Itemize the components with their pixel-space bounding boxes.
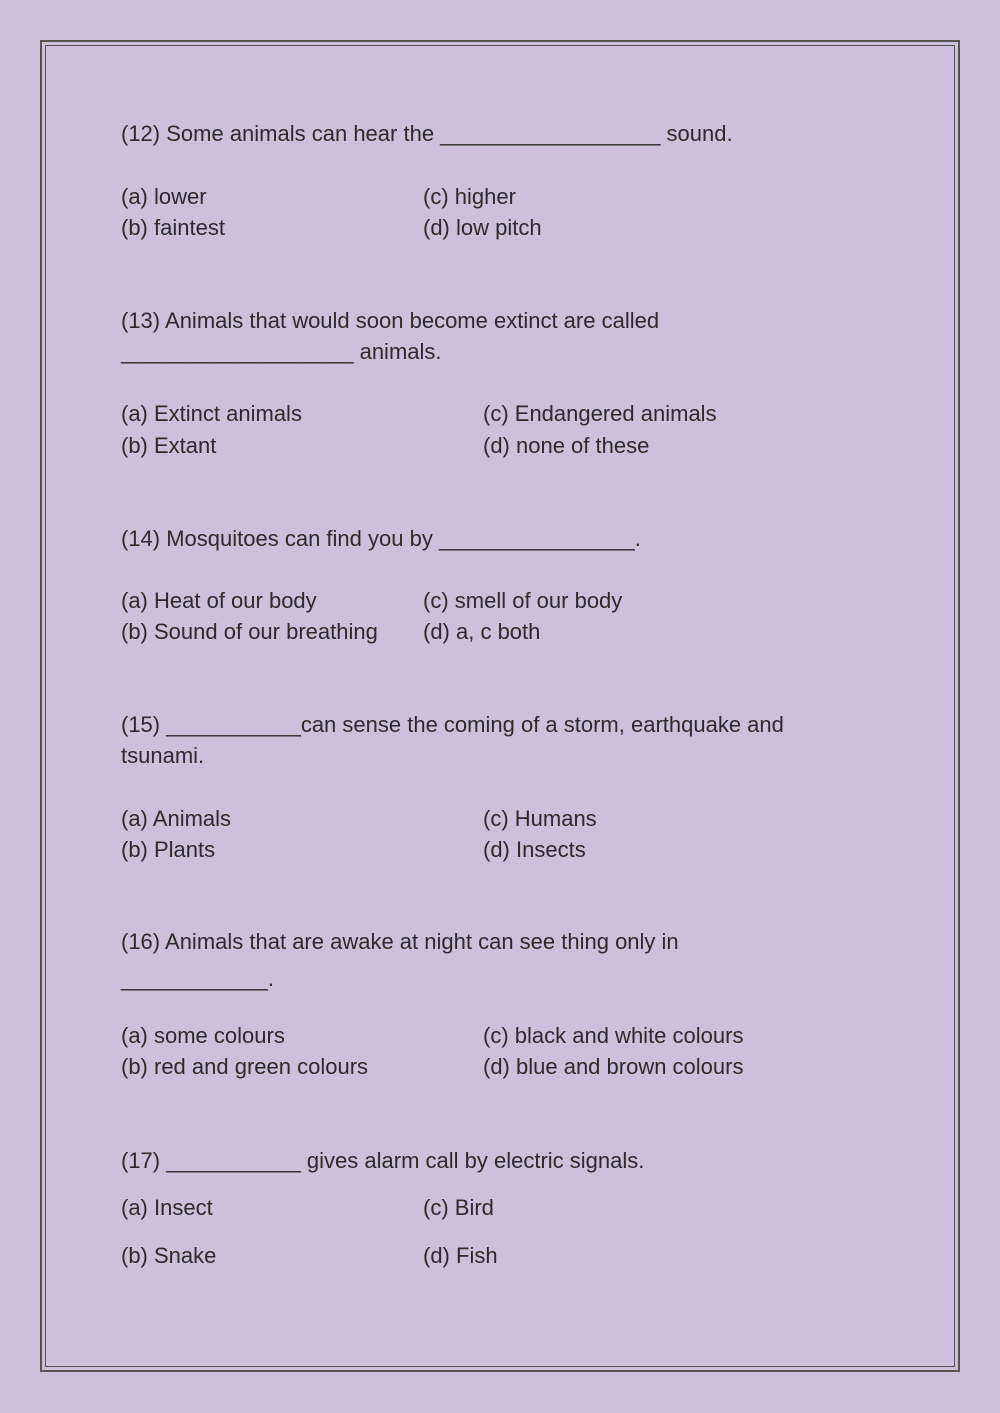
q15-option-c[interactable]: (c) Humans	[483, 806, 597, 831]
q12-option-a[interactable]: (a) lower	[121, 184, 207, 209]
question-16-text-line1: (16) Animals that are awake at night can see thing only in	[121, 929, 679, 954]
q14-option-c[interactable]: (c) smell of our body	[423, 588, 623, 613]
question-17-text: (17) ___________ gives alarm call by electric signals.	[121, 1148, 645, 1173]
q17-option-c[interactable]: (c) Bird	[423, 1195, 494, 1220]
q17-option-a[interactable]: (a) Insect	[121, 1195, 213, 1220]
q17-option-d[interactable]: (d) Fish	[423, 1243, 498, 1268]
q15-option-d[interactable]: (d) Insects	[483, 837, 586, 862]
q13-option-c[interactable]: (c) Endangered animals	[483, 401, 717, 426]
q17-option-b[interactable]: (b) Snake	[121, 1243, 217, 1268]
q13-option-a[interactable]: (a) Extinct animals	[121, 401, 302, 426]
q13-option-d[interactable]: (d) none of these	[483, 433, 650, 458]
question-13-text-line2: ___________________ animals.	[121, 339, 442, 364]
question-12-text: (12) Some animals can hear the __________________ sound.	[121, 121, 733, 146]
q16-option-d[interactable]: (d) blue and brown colours	[483, 1054, 744, 1079]
q15-option-b[interactable]: (b) Plants	[121, 837, 216, 862]
q13-option-b[interactable]: (b) Extant	[121, 433, 217, 458]
q16-option-c[interactable]: (c) black and white colours	[483, 1023, 744, 1048]
question-14-text: (14) Mosquitoes can find you by ________________.	[121, 526, 641, 551]
q12-option-d[interactable]: (d) low pitch	[423, 215, 542, 240]
question-15-text-line1: (15) ___________can sense the coming of a storm, earthquake and	[121, 712, 784, 737]
q12-option-c[interactable]: (c) higher	[423, 184, 516, 209]
q14-option-a[interactable]: (a) Heat of our body	[121, 588, 317, 613]
q15-option-a[interactable]: (a) Animals	[121, 806, 232, 831]
question-15-text-line2: tsunami.	[121, 743, 205, 768]
question-16-text-line2: ____________.	[121, 966, 274, 991]
question-13-text-line1: (13) Animals that would soon become extinct are called	[121, 308, 660, 333]
q14-option-b[interactable]: (b) Sound of our breathing	[121, 619, 378, 644]
q14-option-d[interactable]: (d) a, c both	[423, 619, 541, 644]
q16-option-b[interactable]: (b) red and green colours	[121, 1054, 369, 1079]
q12-option-b[interactable]: (b) faintest	[121, 215, 225, 240]
q16-option-a[interactable]: (a) some colours	[121, 1023, 285, 1048]
